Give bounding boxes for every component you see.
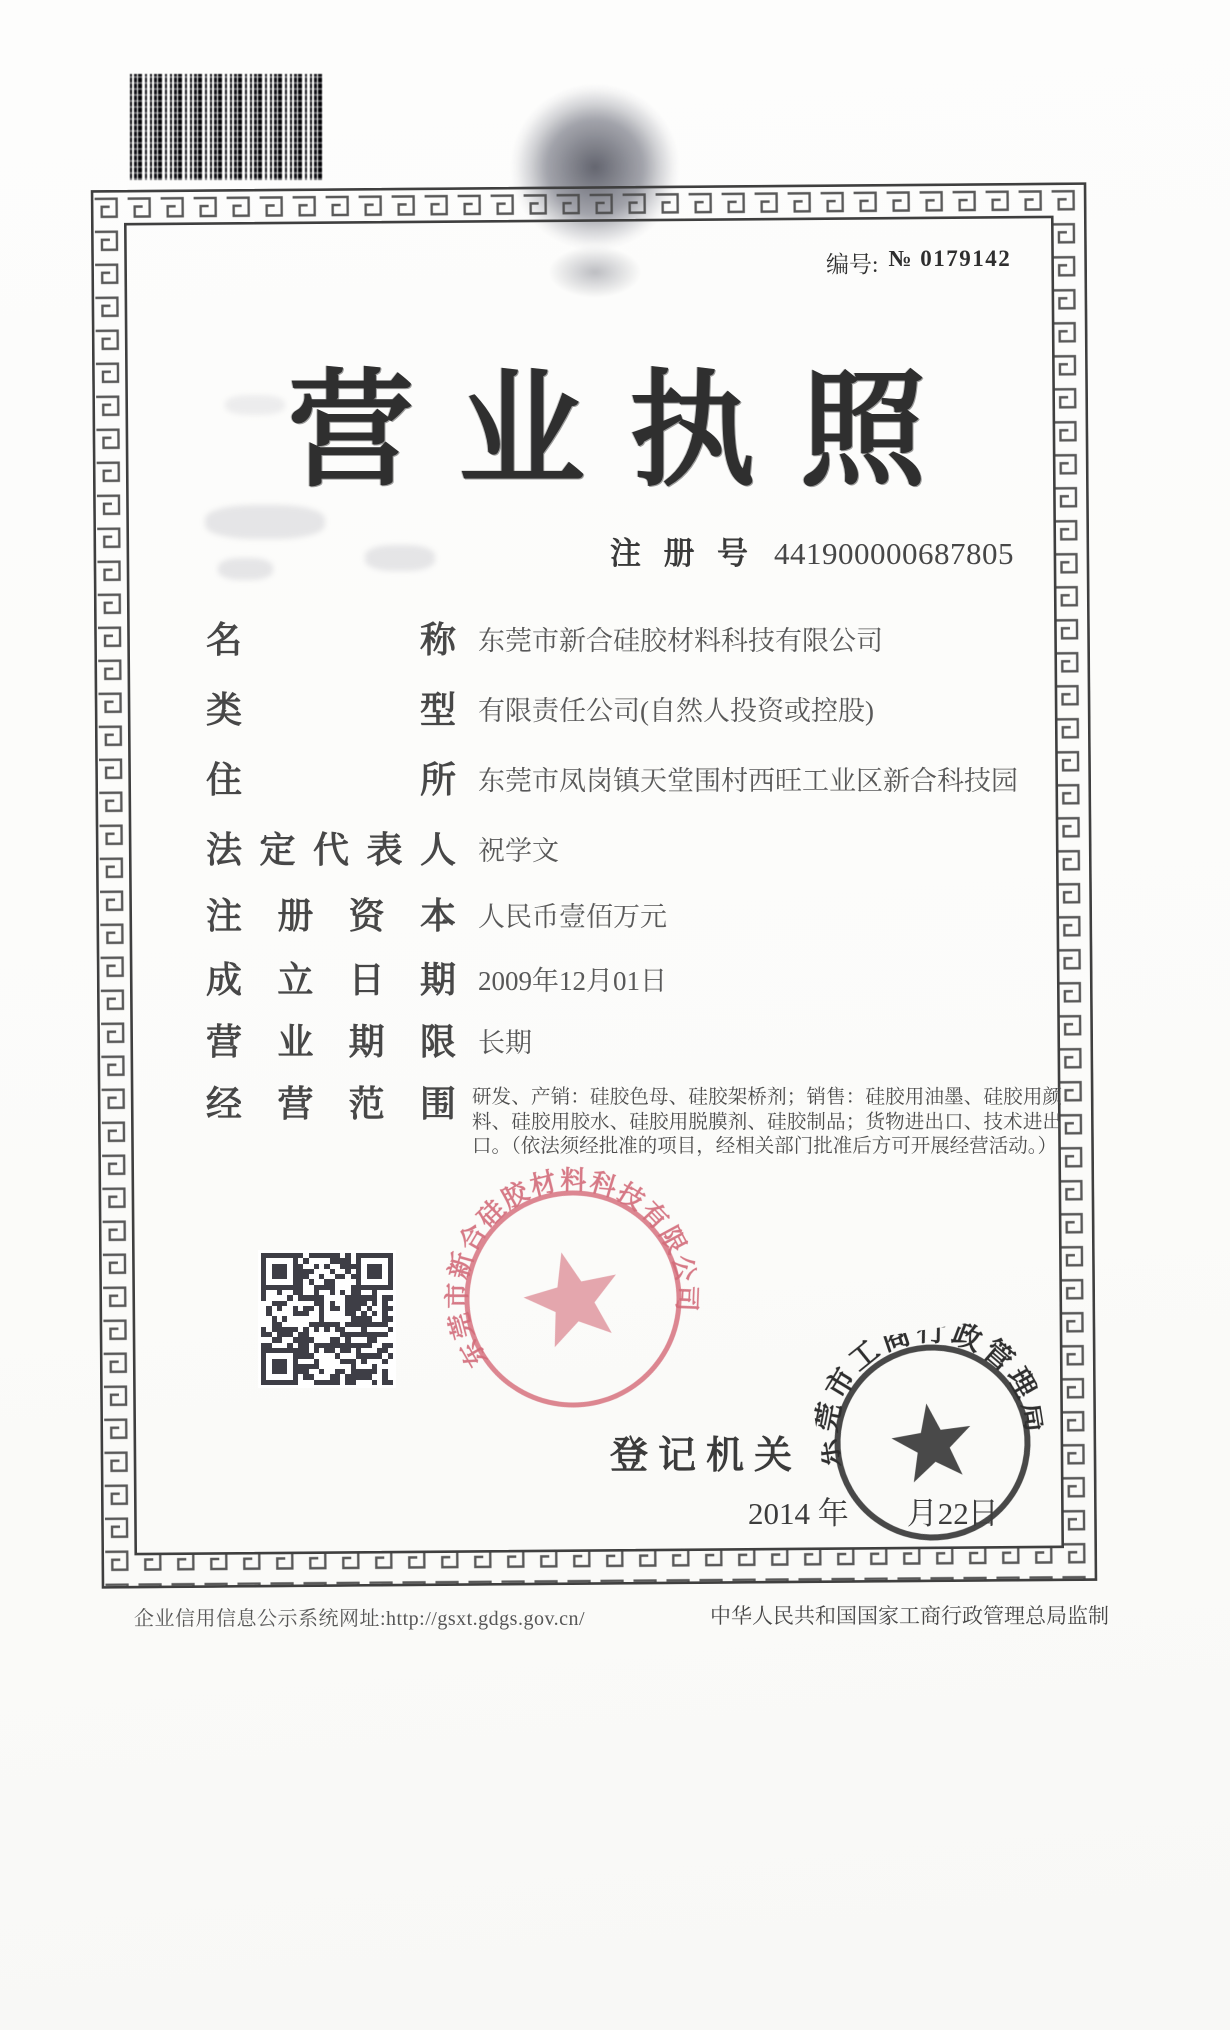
scan-artifact	[218, 558, 273, 580]
field-row-name	[206, 612, 1076, 662]
registration-number	[610, 528, 1014, 573]
field-row-term	[206, 1014, 1076, 1064]
field-value: 人民币壹佰万元	[478, 902, 667, 932]
registrar-seal-text: 东莞市工商行政管理局	[810, 1315, 1053, 1471]
footer-authority-imprint: 中华人民共和国国家工商行政管理总局监制	[710, 1604, 1109, 1628]
field-row-type	[206, 682, 1076, 732]
field-label: 法 定 代 表 人	[206, 830, 456, 870]
serial-label: 编号:	[826, 252, 879, 277]
issue-day: 22	[937, 1496, 969, 1531]
serial-number	[826, 246, 1086, 279]
qr-code	[258, 1250, 396, 1388]
footer-public-system-url: 企业信用信息公示系统网址:http://gsxt.gdgs.gov.cn/	[134, 1608, 586, 1630]
field-row-legal-rep	[206, 822, 1076, 872]
field-label: 住 所	[206, 760, 456, 800]
company-seal-text: 东莞市新合硅胶材料科技有限公司	[442, 1165, 702, 1372]
field-row-capital	[206, 888, 1076, 938]
issue-month-unit: 月	[906, 1496, 938, 1531]
registration-label: 注 册 号	[610, 536, 748, 571]
field-value: 有限责任公司(自然人投资或控股)	[478, 696, 874, 726]
field-label: 注 册 资 本	[206, 896, 456, 936]
serial-value: № 0179142	[888, 246, 1012, 271]
issue-year: 2014	[748, 1496, 810, 1531]
field-label: 成 立 日 期	[206, 960, 456, 1000]
field-value: 祝学文	[478, 836, 559, 866]
field-value: 2009年12月01日	[478, 966, 667, 996]
scan-artifact	[365, 545, 435, 571]
license-title: 营 业 执 照	[288, 363, 926, 502]
field-label: 经 营 范 围	[206, 1084, 456, 1124]
field-row-address	[206, 752, 1076, 802]
scan-artifact	[225, 395, 285, 415]
registration-value: 441900000687805	[774, 536, 1014, 571]
field-label: 名 称	[206, 620, 456, 660]
field-value: 东莞市凤岗镇天堂围村西旺工业区新合科技园	[478, 766, 1018, 796]
field-value: 长期	[478, 1028, 532, 1058]
field-label: 类 型	[206, 690, 456, 730]
registrar-label: 登 记 机 关	[610, 1435, 792, 1477]
issue-date	[748, 1488, 999, 1533]
barcode-2d-icon	[130, 74, 324, 180]
field-value: 东莞市新合硅胶材料科技有限公司	[478, 626, 883, 656]
business-scope-text: 研发、产销：硅胶色母、硅胶架桥剂；销售：硅胶用油墨、硅胶用颜料、硅胶用胶水、硅胶用脱膜剂、硅胶制品；货物进出口、技术进出口。（依法须经批准的项目，经相关部门批准后方可开展经营活动。）	[472, 1087, 1062, 1157]
issue-year-unit: 年	[817, 1496, 849, 1531]
issue-day-unit: 日	[967, 1496, 999, 1531]
field-row-established	[206, 952, 1076, 1002]
field-label: 营 业 期 限	[206, 1022, 456, 1062]
